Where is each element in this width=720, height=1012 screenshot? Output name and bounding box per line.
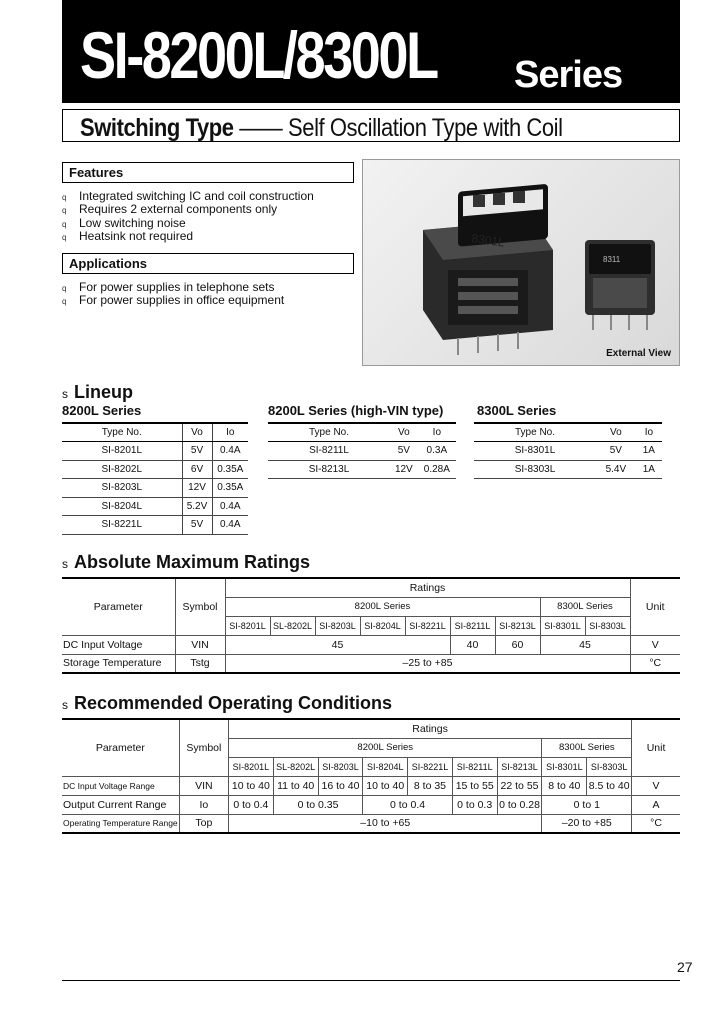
features-heading: Features — [62, 162, 354, 183]
table-row: SI-8221L 5V 0.4A — [62, 516, 248, 535]
series-8300-header: 8300L Series — [540, 597, 630, 616]
table-header-row — [62, 719, 680, 738]
table-header-row: Type No. Vo Io — [62, 423, 248, 442]
bullet-icon: q — [62, 232, 67, 242]
lineup-8300-title: 8300L Series — [477, 403, 557, 418]
subtitle-dash: —— — [233, 114, 289, 142]
table-row: SI-8202L 6V 0.35A — [62, 460, 248, 479]
col-symbol: Symbol — [179, 719, 228, 776]
table-row: DC Input Voltage VIN 45 40 60 45 V — [62, 635, 680, 654]
bullet-icon: q — [62, 206, 67, 216]
component-illustration — [363, 160, 680, 366]
table-row: SI-8301L 5V 1A — [474, 442, 662, 461]
bullet-icon: q — [62, 297, 67, 307]
small-module-icon — [585, 240, 655, 330]
bullet-icon: q — [62, 284, 67, 293]
rec-op-table — [62, 718, 680, 834]
col-unit: Unit — [630, 578, 680, 635]
page-number: 27 — [677, 959, 693, 975]
series-8300-header: 8300L Series — [542, 738, 632, 757]
module-label-large: 8301L — [470, 231, 506, 250]
table-row: SI-8303L 5.4V 1A — [474, 460, 662, 479]
table-row: Operating Temperature Range Top –10 to +65 –20 to +85 °C — [62, 814, 680, 833]
page-title: SI-8200L/8300L — [80, 18, 437, 92]
lineup-8200-highvin-title: 8200L Series (high-VIN type) — [268, 403, 444, 418]
lineup-heading: s Lineup — [62, 382, 133, 402]
applications-list — [62, 281, 362, 308]
col-ratings: Ratings — [228, 719, 631, 738]
series-8200-header: 8200L Series — [228, 738, 542, 757]
list-item: q Heatsink not required — [62, 228, 194, 243]
col-ratings: Ratings — [225, 578, 630, 597]
table-row: Storage Temperature Tstg –25 to +85 °C — [62, 654, 680, 673]
table-row: DC Input Voltage Range VIN 10 to 40 11 to 40 16 to 40 10 to 40 8 to 35 15 to 55 22 to 55 8 to 40 8.5 to 40 V — [62, 776, 680, 795]
list-item: q Integrated switching IC and coil construction — [62, 189, 314, 203]
table-row: SI-8213L 12V 0.28A — [268, 460, 456, 479]
subtitle-box — [62, 109, 680, 142]
table-row: SI-8211L 5V 0.3A — [268, 442, 456, 461]
list-item: q For power supplies in office equipment — [62, 293, 285, 308]
external-view-photo — [362, 159, 680, 366]
series-8200-header: 8200L Series — [225, 597, 540, 616]
lineup-8200-title: 8200L Series — [62, 403, 142, 418]
table-row: Output Current Range Io 0 to 0.4 0 to 0.35 0 to 0.4 0 to 0.3 0 to 0.28 0 to 1 A — [62, 795, 680, 814]
abs-max-table — [62, 577, 680, 674]
applications-heading: Applications — [62, 253, 354, 274]
section-mark: s — [62, 387, 68, 401]
lineup-8300-table — [474, 422, 662, 479]
col-symbol: Symbol — [175, 578, 225, 635]
subtitle-bold: Switching Type — [80, 114, 234, 142]
section-mark: s — [62, 698, 68, 712]
bullet-icon: q — [62, 219, 67, 229]
list-item: q Requires 2 external components only — [62, 202, 278, 217]
subtitle — [80, 114, 563, 143]
large-module-icon — [423, 184, 553, 355]
features-list — [62, 190, 362, 243]
rec-op-heading: s Recommended Operating Conditions — [62, 693, 393, 713]
section-mark: s — [62, 557, 68, 571]
col-unit: Unit — [632, 719, 680, 776]
page-title-series: Series — [514, 54, 623, 96]
list-item: q Low switching noise — [62, 215, 186, 230]
table-header-row: Type No. Vo Io — [268, 423, 456, 442]
table-header-row: SI-8201L SL-8202L SI-8203L SI-8204L SI-8221L SI-8211L SI-8213L SI-8301L SI-8303L — [62, 616, 680, 635]
table-row: SI-8203L 12V 0.35A — [62, 479, 248, 498]
lineup-8200-table — [62, 422, 248, 535]
module-label-small: 8311 — [603, 255, 621, 264]
col-parameter: Parameter — [62, 578, 175, 635]
table-header-row: Type No. Vo Io — [474, 423, 662, 442]
title-banner — [62, 0, 680, 103]
table-header-row — [62, 578, 680, 597]
subtitle-rest: Self Oscillation Type with Coil — [288, 114, 563, 142]
list-item: q For power supplies in telephone sets — [62, 280, 275, 294]
photo-caption: External View — [606, 348, 671, 359]
table-row: SI-8204L 5.2V 0.4A — [62, 497, 248, 516]
abs-max-heading: s Absolute Maximum Ratings — [62, 552, 311, 572]
bullet-icon: q — [62, 193, 67, 202]
lineup-8200-highvin-table — [268, 422, 456, 479]
table-header-row: SI-8201L SL-8202L SI-8203L SI-8204L SI-8221L SI-8211L SI-8213L SI-8301L SI-8303L — [62, 757, 680, 776]
col-parameter: Parameter — [62, 719, 179, 776]
table-row: SI-8201L 5V 0.4A — [62, 442, 248, 461]
footer-divider — [62, 980, 680, 981]
